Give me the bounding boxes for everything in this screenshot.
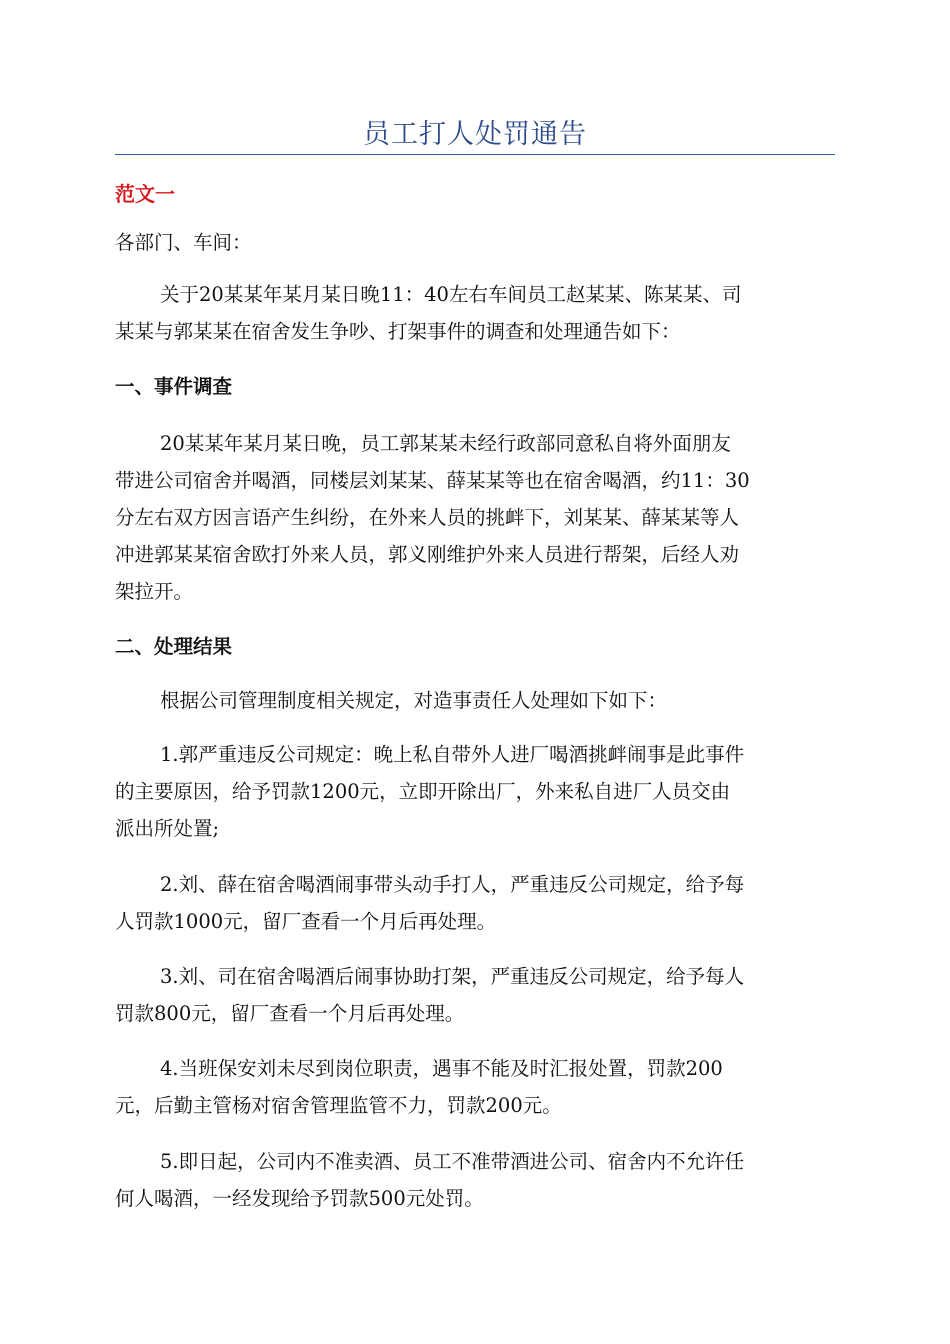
investigation-line: 20某某年某月某日晚，员工郭某某未经行政部同意私自将外面朋友 [160,432,731,455]
intro-paragraph [115,276,835,350]
result-intro [115,682,835,719]
result-item-line: 5.即日起，公司内不准卖酒、员工不准带酒进公司、宿舍内不允许任 [160,1150,745,1173]
investigation-line: 架拉开。 [115,580,194,603]
result-item-line: 罚款800元，留厂查看一个月后再处理。 [115,1002,465,1025]
section-heading-result: 二、处理结果 [115,635,233,658]
result-item-line: 3.刘、司在宿舍喝酒后闹事协助打架，严重违反公司规定，给予每人 [160,965,745,988]
result-item-1 [115,736,835,847]
result-item-4 [115,1050,835,1124]
investigation-line: 带进公司宿舍并喝酒，同楼层刘某某、薛某某等也在宿舍喝酒，约11：30 [115,469,750,492]
salutation: 各部门、车间： [115,231,252,254]
result-item-line: 1.郭严重违反公司规定：晚上私自带外人进厂喝酒挑衅闹事是此事件 [160,743,745,766]
sample-label: 范文一 [115,182,175,206]
result-item-line: 2.刘、薛在宿舍喝酒闹事带头动手打人，严重违反公司规定，给予每 [160,873,745,896]
result-item-line: 人罚款1000元，留厂查看一个月后再处理。 [115,910,497,933]
title-underline [115,154,835,155]
result-item-line: 何人喝酒，一经发现给予罚款500元处罚。 [115,1187,484,1210]
result-item-line: 的主要原因，给予罚款1200元，立即开除出厂，外来私自进厂人员交由 [115,780,731,803]
result-item-3 [115,958,835,1032]
result-item-5 [115,1143,835,1217]
result-item-line: 派出所处置; [115,817,220,840]
investigation-paragraph [115,425,835,610]
result-item-2 [115,866,835,940]
section-heading-investigation: 一、事件调查 [115,375,233,398]
document-title: 员工打人处罚通告 [363,119,587,150]
intro-line: 关于20某某年某月某日晚11：40左右车间员工赵某某、陈某某、司 [160,283,742,306]
result-item-line: 4.当班保安刘未尽到岗位职责，遇事不能及时汇报处置，罚款200 [160,1057,723,1080]
investigation-line: 冲进郭某某宿舍欧打外来人员，郭义刚维护外来人员进行帮架，后经人劝 [115,543,740,566]
investigation-line: 分左右双方因言语产生纠纷，在外来人员的挑衅下，刘某某、薛某某等人 [115,506,740,529]
result-intro-line: 根据公司管理制度相关规定，对造事责任人处理如下如下： [160,689,668,712]
intro-line: 某某与郭某某在宿舍发生争吵、打架事件的调查和处理通告如下： [115,320,681,343]
result-item-line: 元，后勤主管杨对宿舍管理监管不力，罚款200元。 [115,1094,562,1117]
